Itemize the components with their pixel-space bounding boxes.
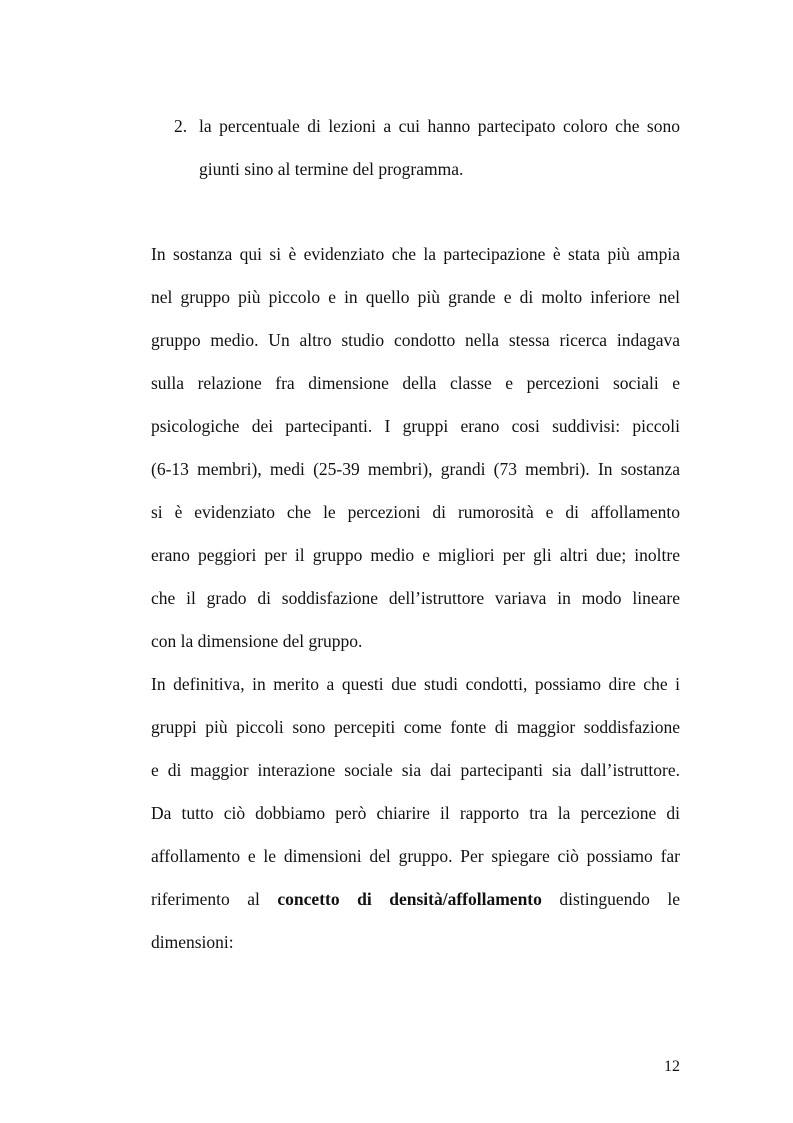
paragraph2-line-6-after: distinguendo le: [541, 889, 680, 909]
paragraph2-line-5: affollamento e le dimensioni del gruppo. Per spiegare ciò possiamo far: [151, 846, 680, 866]
paragraph1-line-6: (6-13 membri), medi (25-39 membri), grandi (73 membri). In sostanza: [151, 459, 680, 479]
paragraph2-line-1: In definitiva, in merito a questi due studi condotti, possiamo dire che i: [151, 674, 680, 694]
paragraph1-line-10: con la dimensione del gruppo.: [151, 631, 363, 651]
paragraph2-line-6-before: riferimento al: [151, 889, 278, 909]
list-item-number: 2.: [174, 116, 188, 136]
paragraph1-line-9: che il grado di soddisfazione dell’istruttore variava in modo lineare: [151, 588, 680, 608]
list-item-line-2: giunti sino al termine del programma.: [199, 159, 464, 179]
paragraph1-line-2: nel gruppo più piccolo e in quello più grande e di molto inferiore nel: [151, 287, 680, 307]
paragraph2-line-2: gruppi più piccoli sono percepiti come fonte di maggior soddisfazione: [151, 717, 680, 737]
paragraph2-line-3: e di maggior interazione sociale sia dai partecipanti sia dall’istruttore.: [151, 760, 680, 780]
paragraph1-line-4: sulla relazione fra dimensione della classe e percezioni sociali e: [151, 373, 680, 393]
paragraph1-line-3: gruppo medio. Un altro studio condotto nella stessa ricerca indagava: [151, 330, 680, 350]
paragraph2-line-7: dimensioni:: [151, 932, 234, 952]
emphasis-concept-term: concetto di densità/affollamento: [277, 889, 542, 909]
page-number: 12: [664, 1058, 680, 1075]
paragraph2-line-6: [151, 888, 680, 910]
paragraph2-line-4: Da tutto ciò dobbiamo però chiarire il rapporto tra la percezione di: [151, 803, 680, 823]
paragraph1-line-8: erano peggiori per il gruppo medio e migliori per gli altri due; inoltre: [151, 545, 680, 565]
paragraph1-line-7: si è evidenziato che le percezioni di rumorosità e di affollamento: [151, 502, 680, 522]
list-item-line-1: la percentuale di lezioni a cui hanno partecipato coloro che sono: [199, 116, 680, 136]
paragraph1-line-5: psicologiche dei partecipanti. I gruppi erano cosi suddivisi: piccoli: [151, 416, 680, 436]
paragraph1-line-1: In sostanza qui si è evidenziato che la partecipazione è stata più ampia: [151, 244, 680, 264]
